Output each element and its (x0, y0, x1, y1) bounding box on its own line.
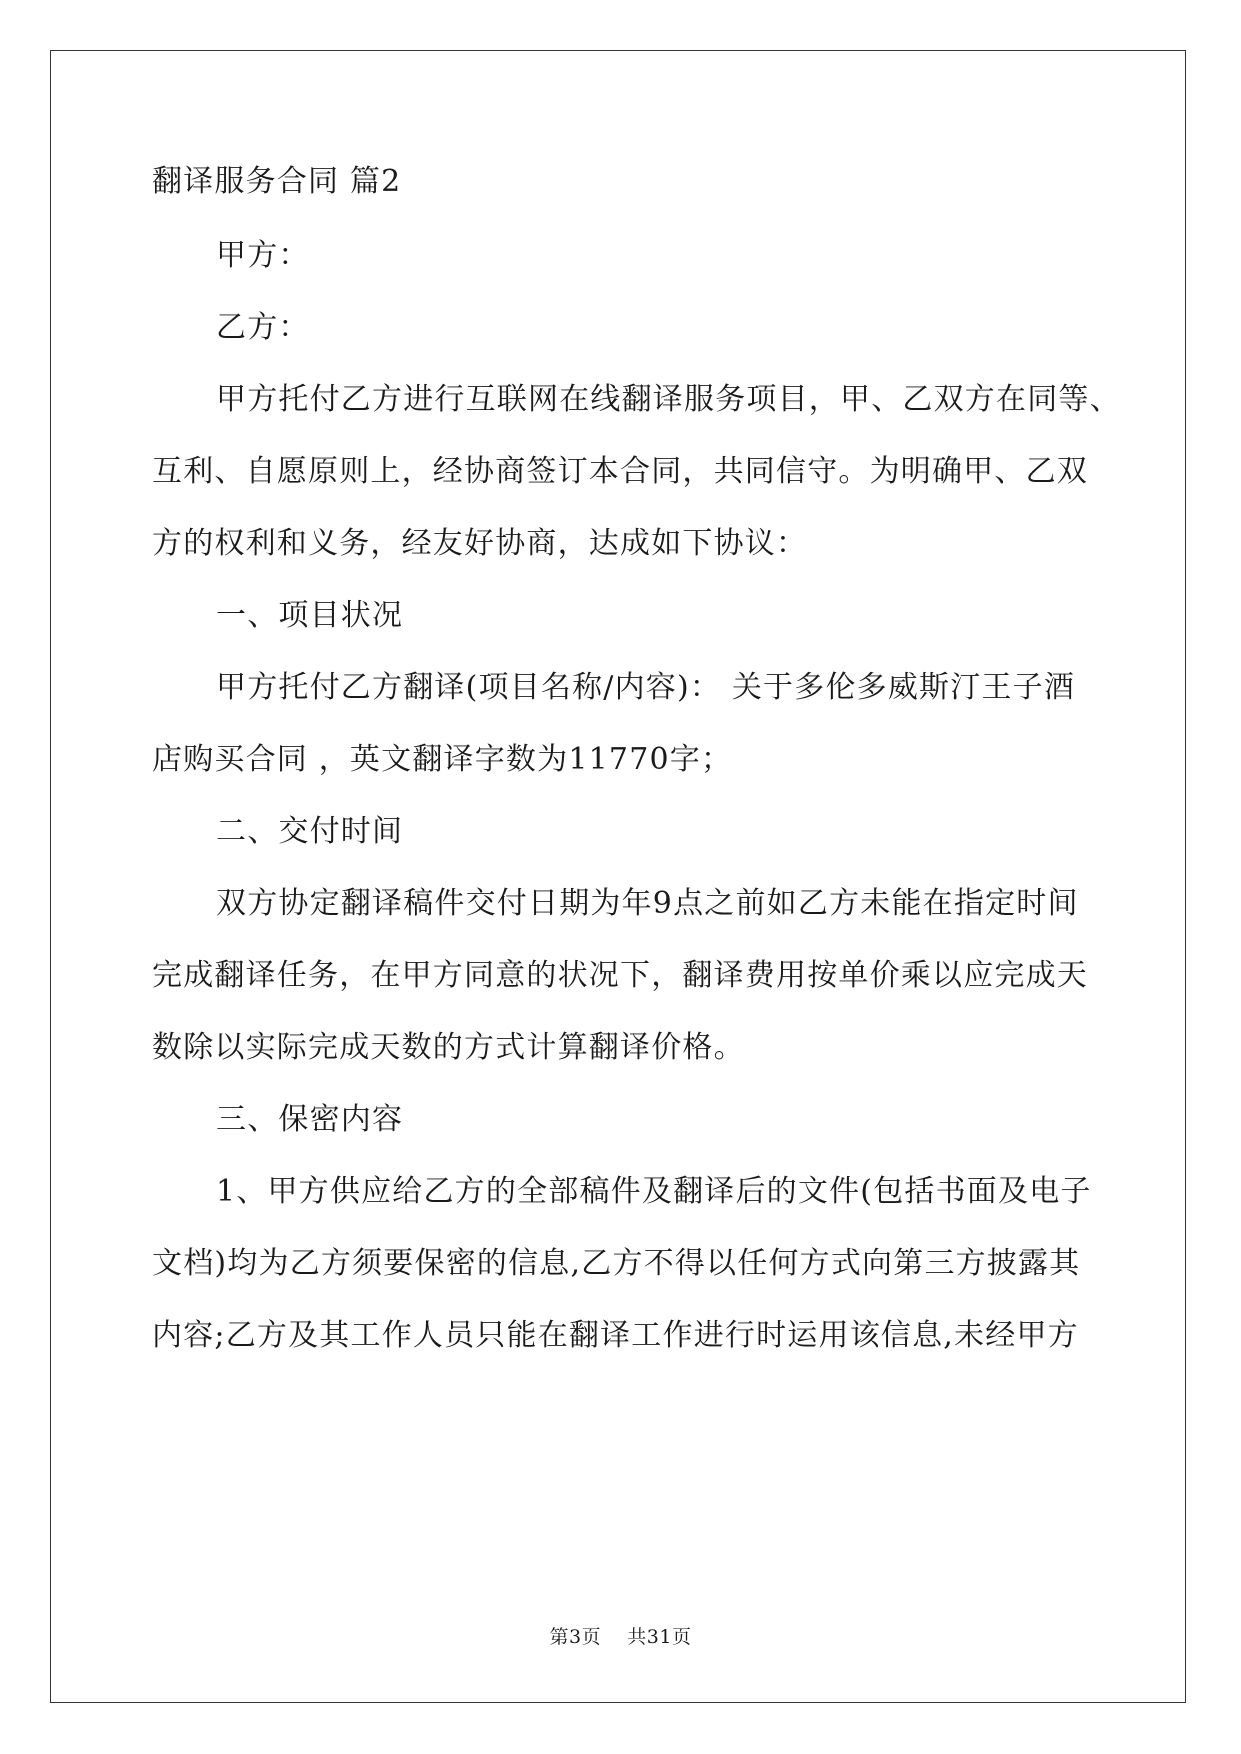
document-title: 翻译服务合同 篇2 (152, 164, 402, 199)
page-footer (0, 1622, 1241, 1649)
paragraph-line: 数除以实际完成天数的方式计算翻译价格。 (152, 1030, 745, 1065)
party-a-line: 甲方： (216, 238, 310, 273)
party-b-line: 乙方： (216, 310, 310, 345)
paragraph-line: 文档)均为乙方须要保密的信息,乙方不得以任何方式向第三方披露其 (152, 1246, 1081, 1281)
paragraph-line: 完成翻译任务，在甲方同意的状况下，翻译费用按单价乘以应完成天 (152, 958, 1088, 993)
section-heading: 一、项目状况 (216, 598, 404, 633)
section-heading: 三、保密内容 (216, 1102, 404, 1137)
page-frame (50, 50, 1186, 1703)
footer-spacer (601, 1626, 627, 1648)
paragraph-line: 互利、自愿原则上，经协商签订本合同，共同信守。为明确甲、乙双 (152, 454, 1088, 489)
page-total: 共31页 (627, 1626, 692, 1648)
paragraph-line: 方的权利和义务，经友好协商，达成如下协议： (152, 526, 808, 561)
paragraph-line: 双方协定翻译稿件交付日期为年9点之前如乙方未能在指定时间 (216, 886, 1079, 921)
page-number: 第3页 (549, 1626, 602, 1648)
paragraph-line: 甲方托付乙方进行互联网在线翻译服务项目，甲、乙双方在同等、 (216, 382, 1121, 417)
paragraph-line: 1、甲方供应给乙方的全部稿件及翻译后的文件(包括书面及电子 (216, 1174, 1092, 1209)
paragraph-line: 店购买合同 ，英文翻译字数为11770字； (152, 742, 733, 777)
section-heading: 二、交付时间 (216, 814, 404, 849)
paragraph-line: 内容;乙方及其工作人员只能在翻译工作进行时运用该信息,未经甲方 (152, 1318, 1079, 1353)
paragraph-line: 甲方托付乙方翻译(项目名称/内容)： 关于多伦多威斯汀王子酒 (216, 670, 1076, 705)
